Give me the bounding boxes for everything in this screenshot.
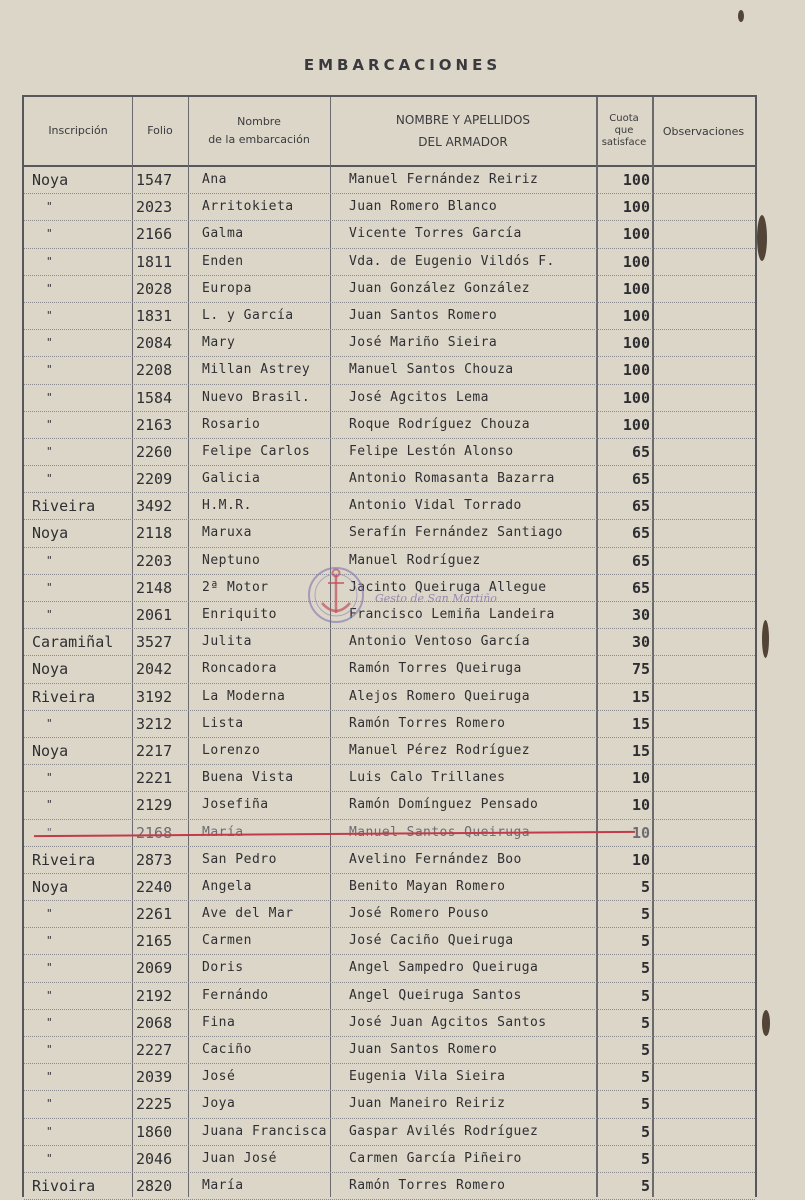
table-row (24, 276, 755, 303)
cell-embarcacion: Lorenzo (202, 742, 261, 758)
cell-folio: 2203 (136, 551, 173, 570)
cell-embarcacion: L. y García (202, 307, 294, 323)
cell-embarcacion: Joya (202, 1096, 236, 1112)
table-row (24, 1173, 755, 1200)
cell-folio: 2068 (136, 1013, 173, 1032)
cell-folio: 2039 (136, 1068, 173, 1087)
anchor-stamp-icon (306, 555, 366, 635)
cell-cuota: 100 (622, 415, 650, 434)
cell-folio: 2148 (136, 578, 173, 597)
table-row (24, 983, 755, 1010)
cell-inscripcion: " (46, 1097, 53, 1111)
cell-inscripcion: Caramiñal (32, 633, 114, 652)
cell-inscripcion: " (46, 608, 53, 621)
cell-cuota: 100 (622, 225, 650, 244)
cell-cuota: 75 (631, 660, 650, 679)
cell-folio: 3527 (136, 633, 173, 652)
stamp-text: Gesto de San Martiño (375, 592, 497, 605)
cell-embarcacion: La Moderna (202, 688, 286, 704)
cell-inscripcion: Noya (32, 171, 69, 189)
cell-folio: 2261 (136, 905, 173, 924)
cell-cuota: 5 (640, 1068, 650, 1087)
table-row (24, 792, 755, 819)
cell-embarcacion: Rosario (202, 416, 261, 432)
cell-inscripcion: " (46, 580, 53, 594)
cell-armador: José Caciño Queiruga (349, 933, 514, 949)
cell-folio: 1811 (136, 252, 173, 271)
cell-inscripcion: " (46, 417, 53, 431)
table-row (24, 303, 755, 330)
cell-folio: 2168 (136, 823, 173, 842)
cell-folio: 3212 (136, 714, 173, 733)
cell-embarcacion: Caciño (202, 1042, 252, 1057)
cell-embarcacion: María (202, 824, 244, 840)
cell-folio: 2163 (136, 415, 173, 434)
cell-folio: 2209 (136, 470, 173, 489)
table-row (24, 1091, 755, 1118)
cell-armador: Angel Sampedro Queiruga (349, 960, 539, 976)
cell-folio: 2217 (136, 741, 173, 760)
cell-cuota: 30 (631, 633, 650, 652)
ledger-rows (24, 167, 755, 1200)
cell-armador: Juan Romero Blanco (349, 199, 498, 215)
cell-cuota: 65 (631, 551, 650, 570)
cell-embarcacion: Felipe Carlos (202, 443, 311, 459)
cell-inscripcion: " (46, 336, 53, 350)
table-row (24, 385, 755, 412)
cell-embarcacion: Angela (202, 878, 252, 894)
cell-folio: 2260 (136, 442, 173, 461)
cell-cuota: 100 (622, 171, 650, 189)
cell-armador: Eugenia Vila Sieira (349, 1069, 506, 1085)
cell-folio: 2061 (136, 606, 173, 624)
cell-embarcacion: Nuevo Brasil. (202, 389, 311, 405)
cell-embarcacion: María (202, 1177, 244, 1193)
cell-embarcacion: Galicia (202, 471, 261, 487)
cell-cuota: 5 (640, 877, 650, 896)
table-row (24, 928, 755, 955)
cell-cuota: 100 (622, 198, 650, 217)
cell-inscripcion: Riveira (32, 850, 96, 869)
cell-inscripcion: Noya (32, 660, 69, 679)
cell-armador: Manuel Rodríguez (349, 552, 481, 568)
cell-embarcacion: Millan Astrey (202, 362, 311, 378)
table-row (24, 1119, 755, 1146)
table-row (24, 684, 755, 711)
cell-armador: Serafín Fernández Santiago (349, 525, 563, 541)
cell-cuota: 5 (640, 1176, 650, 1195)
cell-embarcacion: Fernándo (202, 987, 269, 1003)
table-row (24, 412, 755, 439)
cell-cuota: 65 (631, 524, 650, 543)
table-row (24, 167, 755, 194)
header-nombre (188, 97, 330, 165)
cell-armador: José Juan Agcitos Santos (349, 1014, 547, 1030)
cell-armador: Antonio Vidal Torrado (349, 498, 522, 514)
table-row (24, 520, 755, 547)
cell-embarcacion: Maruxa (202, 525, 252, 541)
cell-armador: Juan González González (349, 280, 530, 296)
cell-folio: 2820 (136, 1176, 173, 1195)
table-row (24, 1064, 755, 1091)
cell-folio: 3192 (136, 687, 173, 706)
cell-inscripcion: " (46, 200, 53, 214)
table-row (24, 330, 755, 357)
header-cuota-line2: que (614, 125, 634, 136)
cell-embarcacion: Doris (202, 960, 244, 976)
cell-inscripcion: " (46, 553, 53, 567)
cell-armador: José Mariño Sieira (349, 335, 498, 351)
cell-cuota: 100 (622, 279, 650, 298)
cell-cuota: 10 (631, 769, 650, 788)
cell-inscripcion: " (46, 716, 53, 730)
cell-armador: Benito Mayan Romero (349, 878, 506, 894)
cell-embarcacion: José (202, 1069, 236, 1085)
header-folio: Folio (147, 124, 173, 137)
cell-folio: 2129 (136, 796, 173, 815)
header-cuota-line3: satisface (601, 137, 647, 148)
cell-cuota: 5 (640, 1095, 650, 1114)
cell-embarcacion: Julita (202, 634, 252, 650)
header-armador-line2: DEL ARMADOR (418, 135, 508, 149)
cell-inscripcion: " (46, 907, 53, 921)
cell-armador: Alejos Romero Queiruga (349, 688, 530, 704)
cell-armador: José Romero Pouso (349, 906, 489, 922)
table-row (24, 1146, 755, 1173)
cell-cuota: 65 (631, 578, 650, 597)
cell-cuota: 10 (631, 796, 650, 815)
cell-inscripcion: " (46, 1070, 53, 1084)
table-row (24, 249, 755, 276)
paper-stain (762, 1010, 770, 1036)
cell-cuota: 100 (622, 252, 650, 271)
cell-embarcacion: Juan José (202, 1150, 277, 1166)
table-row (24, 1037, 755, 1064)
cell-inscripcion: " (46, 390, 53, 404)
cell-armador: Gaspar Avilés Rodríguez (349, 1123, 539, 1139)
paper-stain (738, 10, 744, 22)
cell-cuota: 100 (622, 306, 650, 325)
cell-embarcacion: Juana Francisca (202, 1123, 327, 1139)
cell-folio: 2221 (136, 769, 173, 788)
header-armador (330, 97, 596, 165)
cell-cuota: 5 (640, 1149, 650, 1168)
cell-folio: 1860 (136, 1122, 173, 1141)
cell-armador: Manuel Pérez Rodríguez (349, 742, 530, 758)
cell-armador: Luis Calo Trillanes (349, 770, 506, 786)
cell-embarcacion: San Pedro (202, 851, 277, 867)
cell-folio: 2166 (136, 225, 173, 244)
cell-cuota: 30 (631, 606, 650, 624)
cell-armador: Vda. de Eugenio Vildós F. (349, 253, 555, 269)
cell-inscripcion: Noya (32, 524, 69, 543)
cell-inscripcion: " (46, 1043, 53, 1056)
cell-folio: 2192 (136, 986, 173, 1005)
cell-inscripcion: Noya (32, 741, 69, 760)
cell-embarcacion: Ave del Mar (202, 906, 294, 922)
header-nombre-line1: Nombre (237, 115, 281, 128)
cell-folio: 2873 (136, 850, 173, 869)
header-inscripcion: Inscripción (48, 124, 108, 137)
cell-embarcacion: Ana (202, 172, 227, 187)
cell-armador: Antonio Ventoso García (349, 634, 530, 650)
cell-inscripcion: " (46, 798, 53, 812)
cell-embarcacion: Neptuno (202, 552, 261, 568)
cell-armador: Francisco Lemiña Landeira (349, 607, 555, 622)
cell-folio: 2240 (136, 877, 173, 896)
table-row (24, 901, 755, 928)
cell-folio: 2208 (136, 361, 173, 380)
cell-armador: Avelino Fernández Boo (349, 851, 522, 867)
cell-armador: Angel Queiruga Santos (349, 987, 522, 1003)
table-row (24, 548, 755, 575)
cell-cuota: 15 (631, 687, 650, 706)
cell-inscripcion: " (46, 1124, 53, 1138)
cell-folio: 2225 (136, 1095, 173, 1114)
cell-armador: Ramón Torres Romero (349, 1177, 506, 1193)
cell-inscripcion: Noya (32, 877, 69, 896)
cell-embarcacion: Mary (202, 335, 236, 351)
cell-inscripcion: " (46, 363, 53, 377)
table-row (24, 602, 755, 629)
cell-cuota: 10 (631, 823, 650, 842)
header-cuota (596, 97, 652, 165)
cell-cuota: 100 (622, 388, 650, 407)
header-armador-line1: NOMBRE Y APELLIDOS (395, 113, 531, 127)
header-cuota-line1: Cuota (609, 113, 639, 124)
cell-armador: Manuel Santos Chouza (349, 362, 514, 378)
cell-embarcacion: Fina (202, 1014, 236, 1030)
cell-cuota: 65 (631, 497, 650, 516)
cell-armador: Juan Maneiro Reiriz (349, 1096, 506, 1112)
cell-armador: Juan Santos Romero (349, 1042, 498, 1057)
cell-armador: Ramón Torres Romero (349, 715, 506, 731)
table-row (24, 874, 755, 901)
cell-folio: 1547 (136, 171, 173, 189)
table-row (24, 629, 755, 656)
table-row (24, 439, 755, 466)
cell-embarcacion: Josefiña (202, 797, 269, 813)
cell-inscripcion: " (46, 308, 53, 322)
table-row (24, 194, 755, 221)
cell-inscripcion: " (46, 281, 53, 295)
cell-inscripcion: " (46, 444, 53, 458)
cell-inscripcion: " (46, 1015, 53, 1029)
cell-folio: 2042 (136, 660, 173, 679)
cell-folio: 2118 (136, 524, 173, 543)
cell-inscripcion: " (46, 771, 53, 785)
cell-embarcacion: Europa (202, 280, 252, 296)
cell-inscripcion: " (46, 254, 53, 268)
table-header (24, 97, 755, 167)
cell-embarcacion: Roncadora (202, 661, 277, 677)
cell-inscripcion: Riveira (32, 497, 96, 516)
cell-inscripcion: Rivoira (32, 1176, 96, 1195)
cell-inscripcion: Riveira (32, 687, 96, 706)
cell-inscripcion: " (46, 1151, 53, 1165)
cell-folio: 2069 (136, 959, 173, 978)
cell-cuota: 100 (622, 334, 650, 353)
cell-embarcacion: Galma (202, 226, 244, 242)
cell-embarcacion: Enriquito (202, 607, 277, 622)
table-row (24, 357, 755, 384)
cell-folio: 2028 (136, 279, 173, 298)
cell-embarcacion: Lista (202, 715, 244, 731)
cell-inscripcion: " (46, 961, 53, 975)
cell-cuota: 5 (640, 1122, 650, 1141)
cell-armador: Carmen García Piñeiro (349, 1150, 522, 1166)
header-nombre-line2: de la embarcación (208, 133, 310, 146)
cell-cuota: 10 (631, 850, 650, 869)
cell-embarcacion: H.M.R. (202, 498, 252, 514)
table-row (24, 738, 755, 765)
cell-folio: 3492 (136, 497, 173, 516)
cell-cuota: 5 (640, 959, 650, 978)
table-row (24, 466, 755, 493)
cell-armador: Vicente Torres García (349, 226, 522, 242)
cell-armador: Ramón Domínguez Pensado (349, 797, 539, 813)
cell-armador: Jacinto Queiruga Allegue (349, 579, 547, 595)
cell-armador: Juan Santos Romero (349, 307, 498, 323)
cell-armador: Manuel Santos Queiruga (349, 824, 530, 840)
cell-inscripcion: " (46, 472, 53, 486)
cell-embarcacion: Buena Vista (202, 770, 294, 786)
table-row (24, 221, 755, 248)
table-row (24, 711, 755, 738)
cell-armador: José Agcitos Lema (349, 389, 489, 405)
cell-cuota: 65 (631, 470, 650, 489)
cell-embarcacion: Arritokieta (202, 199, 294, 215)
table-row (24, 493, 755, 520)
cell-embarcacion: Carmen (202, 933, 252, 949)
cell-cuota: 5 (640, 932, 650, 951)
cell-embarcacion: 2ª Motor (202, 579, 269, 595)
cell-cuota: 100 (622, 361, 650, 380)
cell-embarcacion: Enden (202, 253, 244, 269)
cell-folio: 2227 (136, 1041, 173, 1059)
paper-stain (757, 215, 767, 261)
cell-armador: Manuel Fernández Reiriz (349, 172, 539, 187)
cell-folio: 2046 (136, 1149, 173, 1168)
table-row (24, 656, 755, 683)
cell-folio: 2084 (136, 334, 173, 353)
table-row (24, 1010, 755, 1037)
cell-inscripcion: " (46, 988, 53, 1002)
cell-folio: 1584 (136, 388, 173, 407)
cell-armador: Felipe Lestón Alonso (349, 443, 514, 459)
cell-folio: 2165 (136, 932, 173, 951)
table-row (24, 765, 755, 792)
cell-armador: Roque Rodríguez Chouza (349, 416, 530, 432)
table-row (24, 820, 755, 847)
cell-cuota: 65 (631, 442, 650, 461)
table-row (24, 847, 755, 874)
ledger-table (22, 95, 757, 1197)
cell-inscripcion: " (46, 825, 53, 839)
cell-armador: Ramón Torres Queiruga (349, 661, 522, 677)
cell-cuota: 5 (640, 1041, 650, 1059)
cell-cuota: 5 (640, 986, 650, 1005)
cell-folio: 2023 (136, 198, 173, 217)
cell-cuota: 5 (640, 1013, 650, 1032)
cell-inscripcion: " (46, 227, 53, 241)
cell-folio: 1831 (136, 306, 173, 325)
paper-stain (762, 620, 769, 658)
table-row (24, 955, 755, 982)
cell-inscripcion: " (46, 934, 53, 948)
page-title: EMBARCACIONES (303, 56, 502, 74)
cell-cuota: 15 (631, 741, 650, 760)
header-observaciones: Observaciones (662, 125, 745, 138)
cell-cuota: 5 (640, 905, 650, 924)
cell-cuota: 15 (631, 714, 650, 733)
cell-armador: Antonio Romasanta Bazarra (349, 471, 555, 487)
